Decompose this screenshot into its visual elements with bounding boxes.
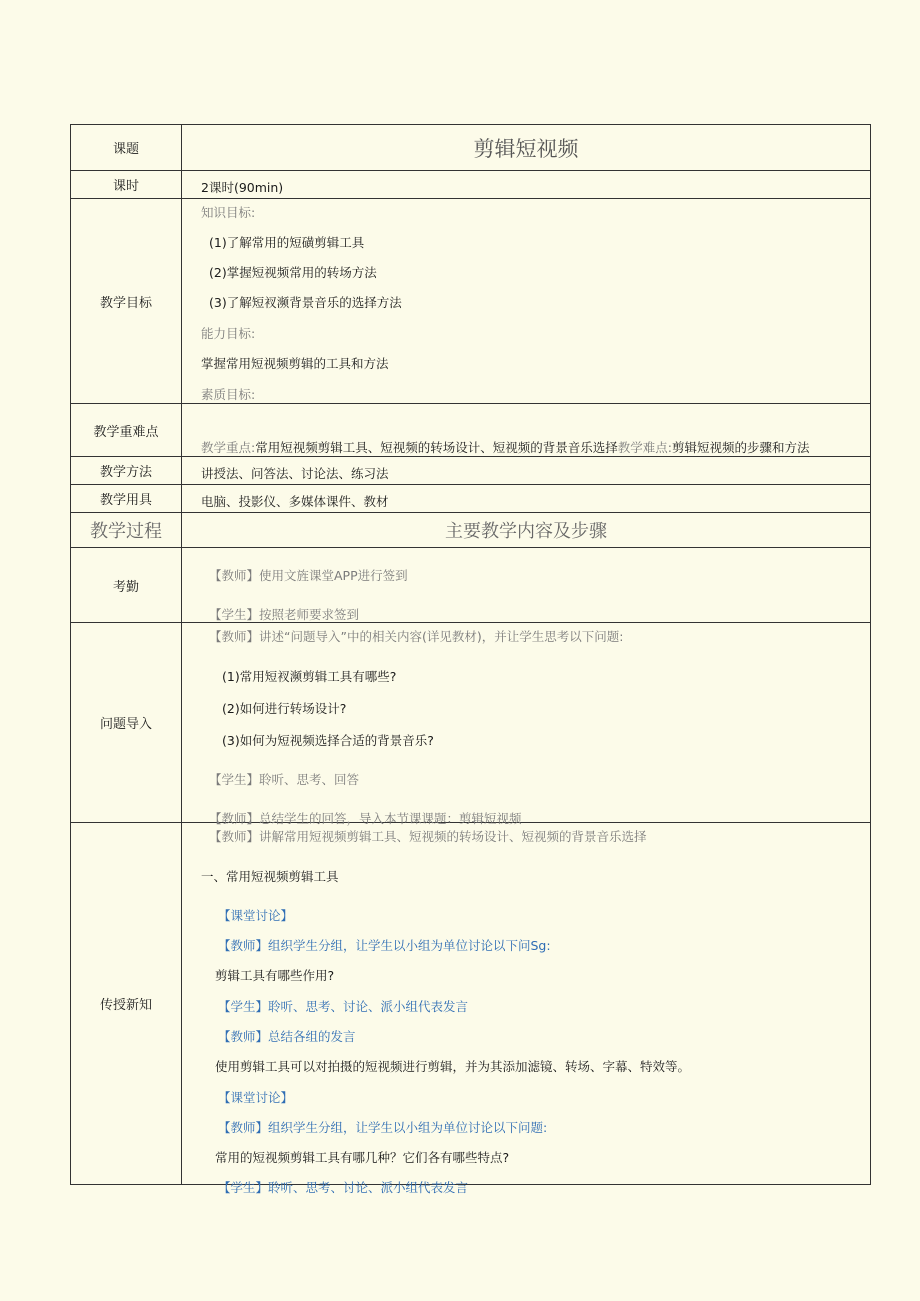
row-topic	[71, 125, 870, 171]
intro-teacher: 【教师】讲述“问题导入”中的相关内容(详见教材)，并让学生思考以下问题:	[209, 629, 624, 644]
intro-label: 问题导入	[71, 623, 182, 822]
row-intro	[71, 623, 870, 826]
nk-teacher-summary: 【教师】总结各组的发言	[218, 1029, 356, 1044]
process-header-left: 教学过程	[71, 513, 182, 547]
attendance-teacher: 【教师】使用文旌课堂APP进行签到	[209, 568, 408, 583]
process-header-right: 主要教学内容及步骤	[445, 521, 607, 542]
nk-discussion-2: 【课堂讨论】	[218, 1090, 294, 1105]
row-new-knowledge	[71, 823, 870, 1195]
row-process-header	[71, 513, 870, 548]
lesson-plan-table	[70, 124, 871, 1195]
nk-teacher-group-2: 【教师】组织学生分组，让学生以小组为单位讨论以下问题:	[218, 1120, 548, 1135]
key-points-label: 教学重难点	[71, 404, 182, 456]
intro-student: 【学生】聆听、思考、回答	[209, 772, 360, 787]
hours-label: 课时	[71, 171, 182, 198]
topic-label: 课题	[71, 125, 182, 170]
row-methods	[71, 457, 870, 485]
row-attendance	[71, 548, 870, 623]
knowledge-title: 知识目标:	[201, 205, 256, 220]
nk-teacher-group-1: 【教师】组织学生分组，让学生以小组为单位讨论以下问Sg:	[218, 938, 551, 953]
attendance-student: 【学生】按照老师要求签到	[209, 607, 360, 622]
topic-title: 剪辑短视频	[473, 136, 579, 161]
goal-item-2: (2)掌握短视频常用的转场方法	[209, 265, 377, 280]
goals-label: 教学目标	[71, 199, 182, 403]
key-label: 教学重点:	[201, 440, 256, 455]
nk-student-1: 【学生】聆听、思考、讨论、派小组代表发言	[218, 999, 469, 1014]
methods-label: 教学方法	[71, 457, 182, 484]
quality-title: 素质目标:	[201, 387, 256, 402]
nk-question-2: 常用的短视频剪辑工具有哪几种？它们各有哪些特点?	[215, 1150, 510, 1165]
hard-label: 教学难点:	[617, 440, 672, 455]
ability-text: 掌握常用短视频剪辑的工具和方法	[201, 356, 389, 371]
row-tools	[71, 485, 870, 513]
tools-value: 电脑、投影仪、多媒体课件、教材	[201, 494, 389, 509]
intro-question-1: (1)常用短衩濒剪辑工具有哪些?	[222, 669, 397, 684]
row-hours	[71, 171, 870, 199]
nk-discussion-1: 【课堂讨论】	[218, 908, 294, 923]
key-text: 常用短视频剪辑工具、短视频的转场设计、短视频的背景音乐选择	[255, 440, 618, 455]
nk-teacher-intro: 【教师】讲解常用短视频剪辑工具、短视频的转场设计、短视频的背景音乐选择	[209, 829, 647, 844]
row-goals	[71, 199, 870, 404]
intro-question-3: (3)如何为短视频选择合适的背景音乐?	[222, 733, 434, 748]
nk-section-heading: 一、常用短视频剪辑工具	[201, 869, 339, 884]
row-key-points	[71, 404, 870, 457]
goal-item-1: (1)了解常用的短磺剪辑工具	[209, 235, 365, 250]
attendance-label: 考勤	[71, 548, 182, 622]
key-points-text	[201, 438, 809, 456]
nk-answer-1: 使用剪辑工具可以对拍摄的短视频进行剪辑，并为其添加滤镜、转场、字幕、特效等。	[215, 1059, 691, 1074]
ability-title: 能力目标:	[201, 326, 256, 341]
nk-question-1: 剪辑工具有哪些作用?	[215, 968, 335, 983]
tools-label: 教学用具	[71, 485, 182, 512]
goal-item-3: (3)了解短衩濒背景音乐的选择方法	[209, 295, 402, 310]
methods-value: 讲授法、问答法、讨论法、练习法	[201, 466, 389, 481]
new-knowledge-label: 传授新知	[71, 823, 182, 1184]
intro-question-2: (2)如何进行转场设计?	[222, 701, 347, 716]
nk-student-2: 【学生】聆听、思考、讨论、派小组代表发言	[218, 1180, 469, 1195]
hard-text: 剪辑短视频的步骤和方法	[671, 440, 810, 455]
intro-summary: 【教师】总结学生的回答，导入本节课课题：剪辑短视频	[209, 811, 522, 826]
hours-value: 2课时(90min)	[201, 180, 284, 195]
